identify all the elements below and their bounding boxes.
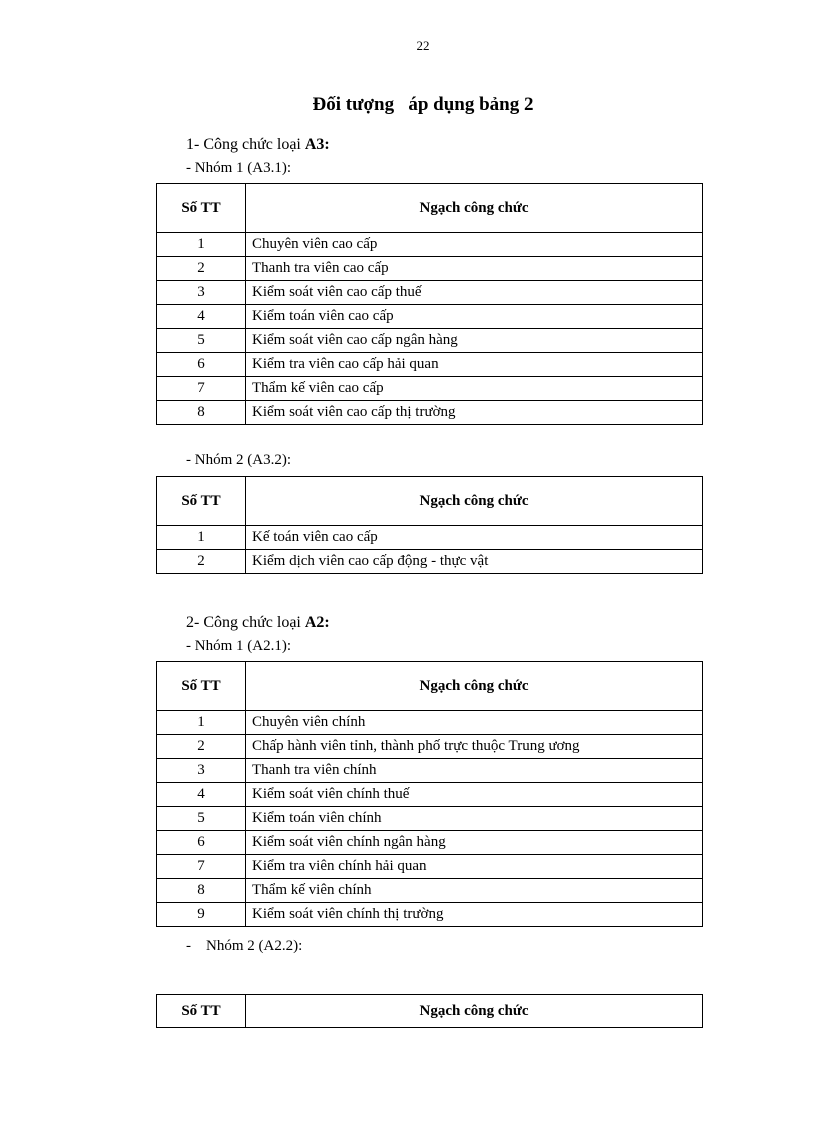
row-no: 8 bbox=[157, 401, 246, 425]
table-row bbox=[157, 711, 703, 735]
table-row bbox=[157, 257, 703, 281]
row-no: 3 bbox=[157, 281, 246, 305]
row-no: 6 bbox=[157, 353, 246, 377]
table-row bbox=[157, 759, 703, 783]
row-no: 1 bbox=[157, 711, 246, 735]
row-name: Chấp hành viên tỉnh, thành phố trực thuộc Trung ương bbox=[246, 735, 703, 759]
header-no: Số TT bbox=[157, 662, 246, 711]
table-row bbox=[157, 233, 703, 257]
row-name: Kiểm soát viên chính ngân hàng bbox=[246, 831, 703, 855]
row-name: Kiểm tra viên chính hải quan bbox=[246, 855, 703, 879]
table-row bbox=[157, 735, 703, 759]
section-heading-prefix: 1- Công chức loại bbox=[186, 136, 305, 153]
row-no: 5 bbox=[157, 807, 246, 831]
row-name: Kiểm toán viên cao cấp bbox=[246, 305, 703, 329]
row-no: 8 bbox=[157, 879, 246, 903]
row-name: Thẩm kế viên cao cấp bbox=[246, 377, 703, 401]
row-name: Kiểm soát viên chính thị trường bbox=[246, 903, 703, 927]
table-a2-2 bbox=[156, 994, 703, 1028]
table-row bbox=[157, 550, 703, 574]
header-rank: Ngạch công chức bbox=[246, 995, 703, 1028]
table-row bbox=[157, 329, 703, 353]
row-name: Thẩm kế viên chính bbox=[246, 879, 703, 903]
table-row bbox=[157, 831, 703, 855]
table-row bbox=[157, 807, 703, 831]
section-heading-code: A2: bbox=[304, 614, 330, 631]
page-title: Đối tượng áp dụng bảng 2 bbox=[312, 94, 534, 115]
table-header bbox=[157, 184, 703, 233]
row-name: Kiểm soát viên cao cấp ngân hàng bbox=[246, 329, 703, 353]
row-no: 5 bbox=[157, 329, 246, 353]
row-name: Kiểm tra viên cao cấp hải quan bbox=[246, 353, 703, 377]
table-row bbox=[157, 879, 703, 903]
page-number: 22 bbox=[416, 38, 430, 53]
row-name: Kiểm toán viên chính bbox=[246, 807, 703, 831]
row-name: Kiểm dịch viên cao cấp động - thực vật bbox=[246, 550, 703, 574]
table-a2-1 bbox=[156, 661, 703, 927]
table-row bbox=[157, 353, 703, 377]
row-name: Thanh tra viên cao cấp bbox=[246, 257, 703, 281]
header-rank: Ngạch công chức bbox=[246, 184, 703, 233]
row-name: Thanh tra viên chính bbox=[246, 759, 703, 783]
group-label-a3-2: - Nhóm 2 (A3.2): bbox=[186, 452, 291, 468]
row-no: 3 bbox=[157, 759, 246, 783]
table-row bbox=[157, 281, 703, 305]
group-label-a3-1: - Nhóm 1 (A3.1): bbox=[186, 160, 291, 176]
group-label-a2-2: - Nhóm 2 (A2.2): bbox=[186, 938, 303, 954]
row-no: 1 bbox=[157, 233, 246, 257]
table-row bbox=[157, 305, 703, 329]
row-no: 9 bbox=[157, 903, 246, 927]
table-row bbox=[157, 783, 703, 807]
row-no: 7 bbox=[157, 377, 246, 401]
row-no: 7 bbox=[157, 855, 246, 879]
table-row bbox=[157, 377, 703, 401]
row-name: Chuyên viên cao cấp bbox=[246, 233, 703, 257]
table-header bbox=[157, 995, 703, 1028]
section-heading-a3 bbox=[186, 136, 330, 154]
table-a3-1 bbox=[156, 183, 703, 425]
row-no: 1 bbox=[157, 526, 246, 550]
header-no: Số TT bbox=[157, 184, 246, 233]
table-row bbox=[157, 903, 703, 927]
table-row bbox=[157, 526, 703, 550]
row-no: 4 bbox=[157, 305, 246, 329]
table-row bbox=[157, 855, 703, 879]
row-no: 6 bbox=[157, 831, 246, 855]
section-heading-a2 bbox=[186, 614, 330, 632]
row-name: Kiểm soát viên cao cấp thuế bbox=[246, 281, 703, 305]
table-header bbox=[157, 662, 703, 711]
section-heading-code: A3: bbox=[304, 136, 330, 153]
table-row bbox=[157, 401, 703, 425]
header-rank: Ngạch công chức bbox=[246, 477, 703, 526]
header-rank: Ngạch công chức bbox=[246, 662, 703, 711]
header-no: Số TT bbox=[157, 995, 246, 1028]
table-a3-2 bbox=[156, 476, 703, 574]
row-no: 2 bbox=[157, 735, 246, 759]
group-label-a2-1: - Nhóm 1 (A2.1): bbox=[186, 638, 291, 654]
row-name: Chuyên viên chính bbox=[246, 711, 703, 735]
row-no: 2 bbox=[157, 550, 246, 574]
table-header bbox=[157, 477, 703, 526]
section-heading-prefix: 2- Công chức loại bbox=[186, 614, 305, 631]
row-name: Kế toán viên cao cấp bbox=[246, 526, 703, 550]
row-name: Kiểm soát viên cao cấp thị trường bbox=[246, 401, 703, 425]
header-no: Số TT bbox=[157, 477, 246, 526]
row-no: 2 bbox=[157, 257, 246, 281]
row-name: Kiểm soát viên chính thuế bbox=[246, 783, 703, 807]
row-no: 4 bbox=[157, 783, 246, 807]
